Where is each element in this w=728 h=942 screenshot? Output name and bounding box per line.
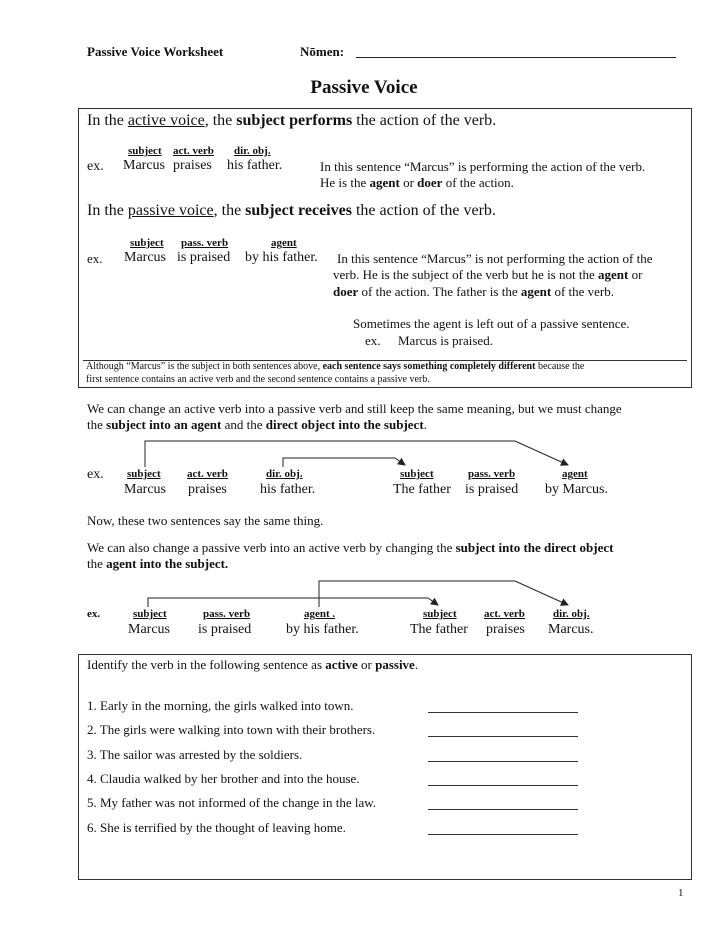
word: his father. (227, 158, 283, 173)
ex-marker: ex. (87, 608, 101, 620)
ex-marker: ex. (87, 251, 103, 266)
label-subject: subject (130, 237, 164, 249)
label-subject: subject (128, 145, 162, 157)
word: praises (173, 158, 212, 173)
change-active-to-passive-line2: the subject into an agent and the direct object into the subject. (87, 417, 427, 432)
page-number: 1 (678, 887, 684, 899)
page-title: Passive Voice (310, 77, 418, 98)
word: by his father. (245, 250, 318, 265)
exercise-item-3: 3. The sailor was arrested by the soldiers. (87, 747, 303, 762)
exercise-item-6: 6. She is terrified by the thought of leaving home. (87, 820, 346, 835)
footnote-line2: first sentence contains an active verb and the second sentence contains a passive verb. (86, 374, 430, 385)
label-agent: agent (271, 237, 297, 249)
answer-blank-5[interactable] (428, 795, 578, 810)
change-passive-to-active-line1: We can also change a passive verb into an active verb by changing the subject into the direct object (87, 540, 614, 555)
word: Marcus (123, 158, 165, 173)
arrow-subject-to-agent (145, 441, 568, 467)
exercise-item-2: 2. The girls were walking into town with their brothers. (87, 722, 376, 737)
change-passive-to-active-line2: the agent into the subject. (87, 556, 229, 571)
active-voice-heading: In the active voice, the subject performs the action of the verb. (87, 112, 497, 129)
answer-blank-4[interactable] (428, 771, 578, 786)
ex-marker: ex. (87, 467, 104, 482)
sometimes-example: Marcus is praised. (398, 333, 493, 348)
label-pass-verb: pass. verb (181, 237, 229, 249)
exercise-item-5: 5. My father was not informed of the change in the law. (87, 795, 377, 810)
ex-marker: ex. (365, 333, 381, 348)
label-subject: subject (423, 608, 457, 620)
active-explanation-line2: He is the agent or doer of the action. (320, 175, 514, 190)
passive-explanation-line3: doer of the action. The father is the agent of the verb. (333, 284, 615, 299)
label-act-verb: act. verb (187, 468, 228, 480)
change-active-to-passive-line1: We can change an active verb into a passive verb and still keep the same meaning, but we must change (87, 401, 622, 416)
name-label: Nōmen: (300, 44, 345, 59)
label-subject: subject (400, 468, 434, 480)
label-dir-obj: dir. obj. (234, 145, 271, 157)
passive-explanation-line1: In this sentence “Marcus” is not performing the action of the (337, 251, 653, 266)
word: by Marcus. (545, 482, 608, 497)
word: is praised (465, 482, 519, 497)
label-act-verb: act. verb (173, 145, 214, 157)
word: Marcus (124, 482, 166, 497)
arrow-agent-to-subject (319, 581, 568, 607)
sometimes-note: Sometimes the agent is left out of a passive sentence. (353, 316, 630, 331)
arrow-subject-to-object (148, 598, 438, 607)
word: Marcus (124, 250, 166, 265)
exercise-item-4: 4. Claudia walked by her brother and into the house. (87, 771, 360, 786)
label-pass-verb: pass. verb (468, 468, 516, 480)
passive-voice-heading: In the passive voice, the subject receives the action of the verb. (87, 202, 496, 219)
word: his father. (260, 482, 316, 497)
word: by his father. (286, 622, 359, 637)
answer-blank-2[interactable] (428, 722, 578, 737)
label-subject: subject (133, 608, 167, 620)
now-statement: Now, these two sentences say the same thing. (87, 513, 324, 528)
word: Marcus. (548, 622, 594, 637)
label-dir-obj: dir. obj. (266, 468, 303, 480)
worksheet-title: Passive Voice Worksheet (87, 44, 224, 59)
label-agent: agent . (304, 608, 336, 620)
answer-blank-1[interactable] (428, 698, 578, 713)
exercise-instruction: Identify the verb in the following sentence as active or passive. (87, 657, 419, 672)
word: The father (410, 622, 468, 637)
label-act-verb: act. verb (484, 608, 525, 620)
exercise-box (78, 654, 692, 880)
arrow-object-to-subject (283, 458, 405, 467)
label-dir-obj: dir. obj. (553, 608, 590, 620)
footnote-line1: Although “Marcus” is the subject in both sentences above, each sentence says something completely different because the (86, 361, 585, 372)
passive-voice-term: passive voice (127, 202, 214, 219)
answer-blank-3[interactable] (428, 747, 578, 762)
ex-marker: ex. (87, 159, 104, 174)
exercise-item-1: 1. Early in the morning, the girls walked into town. (87, 698, 354, 713)
word: is praised (198, 622, 252, 637)
word: Marcus (128, 622, 170, 637)
word: praises (188, 482, 227, 497)
word: is praised (177, 250, 231, 265)
passive-explanation-line2: verb. He is the subject of the verb but he is not the agent or (333, 267, 643, 282)
label-subject: subject (127, 468, 161, 480)
label-agent: agent (562, 468, 588, 480)
active-explanation-line1: In this sentence “Marcus” is performing the action of the verb. (320, 159, 646, 174)
word: praises (486, 622, 525, 637)
active-voice-term: active voice (127, 112, 205, 129)
answer-blank-6[interactable] (428, 820, 578, 835)
label-pass-verb: pass. verb (203, 608, 251, 620)
word: The father (393, 482, 451, 497)
